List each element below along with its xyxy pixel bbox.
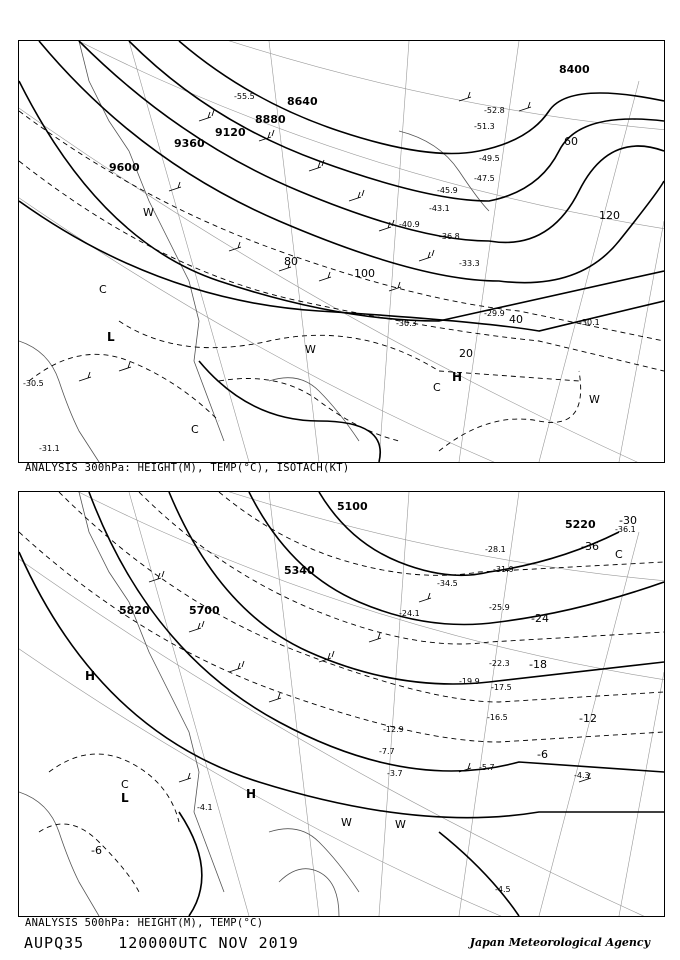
height-label-5820: 5820: [119, 604, 150, 617]
isotach-label-20: 20: [459, 347, 473, 360]
temp-label: -22.3: [489, 659, 510, 668]
temp-label: -19.9: [459, 677, 480, 686]
isotherm-label: -18: [529, 658, 547, 671]
graticule: [19, 492, 664, 916]
temp-label: -43.1: [429, 204, 450, 213]
temp-label: -4.3: [574, 771, 590, 780]
valid-time: 120000UTC NOV 2019: [118, 934, 299, 952]
graticule: [19, 41, 664, 462]
temp-label: -40.9: [399, 220, 420, 229]
height-label-5100: 5100: [337, 500, 368, 513]
height-contours: [19, 492, 664, 916]
isotherm-label: -6: [91, 844, 102, 857]
isotherm-label: -12: [579, 712, 597, 725]
height-label-5700: 5700: [189, 604, 220, 617]
temp-label: -34.5: [437, 579, 458, 588]
temp-label: -33.3: [459, 259, 480, 268]
height-label-8640: 8640: [287, 95, 318, 108]
map-panel-500hpa: [18, 491, 665, 917]
high-pressure-center: H: [246, 787, 257, 801]
temp-label: -52.8: [484, 106, 505, 115]
isotach-label-40: 40: [509, 313, 523, 326]
height-label-5220: 5220: [565, 518, 596, 531]
height-label-5340: 5340: [284, 564, 315, 577]
agency-name: Japan Meteorological Agency: [469, 936, 650, 949]
temp-label: -5.7: [479, 763, 495, 772]
temp-label: -30.3: [396, 319, 417, 328]
temp-label: -30.5: [23, 379, 44, 388]
temp-label: -4.1: [197, 803, 213, 812]
temp-label: -25.9: [489, 603, 510, 612]
chart-footer: [24, 934, 333, 952]
panel-caption-300hpa: ANALYSIS 300hPa: HEIGHT(M), TEMP(°C), ISOTACH(KT): [25, 462, 350, 474]
temp-label: -45.9: [437, 186, 458, 195]
cold-mark: C: [191, 423, 199, 436]
temp-label: -30.1: [579, 318, 600, 327]
isotherm-label: -6: [537, 748, 548, 761]
warm-mark: W: [341, 816, 352, 829]
temp-label: -12.9: [383, 725, 404, 734]
temp-label: -36.1: [615, 525, 636, 534]
temp-label: -36.8: [439, 232, 460, 241]
cold-mark: C: [99, 283, 107, 296]
low-pressure-center: L: [107, 330, 115, 344]
warm-mark: W: [395, 818, 406, 831]
cold-mark: C: [615, 548, 623, 561]
height-label-9360: 9360: [174, 137, 205, 150]
temp-label: -28.1: [485, 545, 506, 554]
temp-label: -17.5: [491, 683, 512, 692]
isotach-label-100: 100: [354, 267, 375, 280]
panel-caption-500hpa: ANALYSIS 500hPa: HEIGHT(M), TEMP(°C): [25, 917, 264, 929]
height-label-9120: 9120: [215, 126, 246, 139]
coastline: [19, 41, 489, 462]
temp-label: -3.7: [387, 769, 403, 778]
temp-label: -55.5: [234, 92, 255, 101]
map-panel-300hpa: [18, 40, 665, 463]
warm-mark: W: [589, 393, 600, 406]
cold-mark: C: [433, 381, 441, 394]
temp-label: -24.1: [399, 609, 420, 618]
height-label-8880: 8880: [255, 113, 286, 126]
isotach-label-120: 120: [599, 209, 620, 222]
chart-code: AUPQ35: [24, 934, 85, 952]
isotherm-label: -24: [531, 612, 549, 625]
isotherm-label: -30: [619, 514, 637, 527]
temp-label: -51.3: [474, 122, 495, 131]
map-500hpa: [19, 492, 664, 916]
wind-barbs: [149, 571, 591, 782]
cold-mark: C: [121, 778, 129, 791]
low-pressure-center: L: [121, 791, 129, 805]
temp-label: -29.9: [484, 309, 505, 318]
wind-barbs: [79, 92, 531, 381]
map-300hpa: [19, 41, 664, 462]
temp-label: -7.7: [379, 747, 395, 756]
isotach-label-80: 80: [284, 255, 298, 268]
temp-label: -16.5: [487, 713, 508, 722]
warm-mark: W: [305, 343, 316, 356]
height-label-8400: 8400: [559, 63, 590, 76]
temp-label: -47.5: [474, 174, 495, 183]
temp-label: -31.9: [493, 565, 514, 574]
temp-label: -4.5: [495, 885, 511, 894]
height-contours: [19, 41, 664, 462]
warm-mark: W: [143, 206, 154, 219]
isotach-label-60: 60: [564, 135, 578, 148]
temp-label: -49.5: [479, 154, 500, 163]
height-label-9600: 9600: [109, 161, 140, 174]
high-pressure-center: H: [452, 370, 463, 384]
temp-label: -31.1: [39, 444, 60, 453]
high-pressure-center: H: [85, 669, 96, 683]
isotherm-label: -36: [581, 540, 599, 553]
